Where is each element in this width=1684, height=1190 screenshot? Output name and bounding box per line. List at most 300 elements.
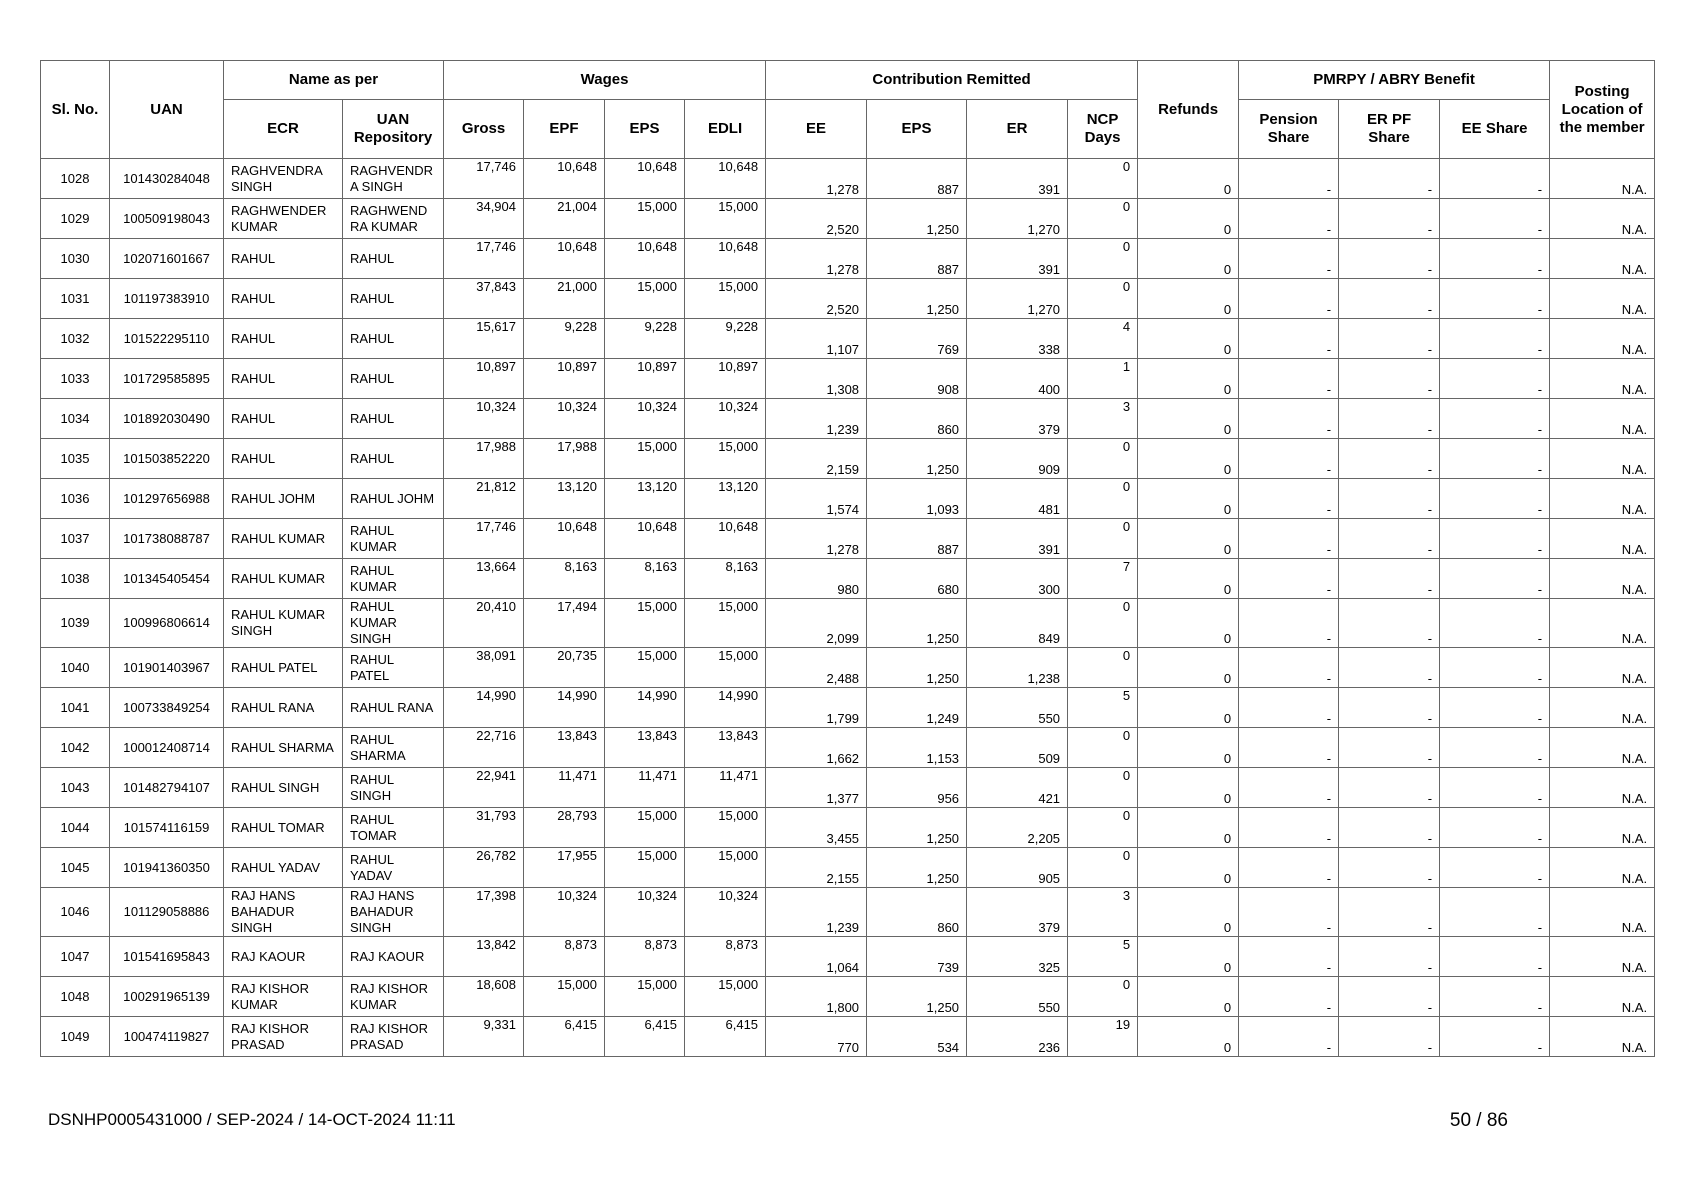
cell-refunds: 0 xyxy=(1138,519,1239,559)
cell-er-pf-share: - xyxy=(1339,648,1440,688)
cell-er-pf-share: - xyxy=(1339,199,1440,239)
cell-eps: 10,648 xyxy=(605,519,685,559)
cell-epf: 10,324 xyxy=(524,399,605,439)
table-row xyxy=(41,559,1655,599)
cell-ee-share: - xyxy=(1440,728,1550,768)
cell-epf: 8,873 xyxy=(524,937,605,977)
cell-pension-share: - xyxy=(1239,239,1339,279)
cell-pension-share: - xyxy=(1239,159,1339,199)
header-posting-location: Posting Location of the member xyxy=(1550,61,1655,159)
cell-er: 236 xyxy=(967,1017,1068,1057)
cell-ee-share: - xyxy=(1440,319,1550,359)
cell-uan-repository-name: RAHUL xyxy=(343,279,444,319)
cell-gross: 10,897 xyxy=(444,359,524,399)
cell-ecr-name: RAHUL xyxy=(224,319,343,359)
cell-edli: 9,228 xyxy=(685,319,766,359)
cell-uan: 100291965139 xyxy=(110,977,224,1017)
cell-er-pf-share: - xyxy=(1339,599,1440,648)
cell-uan-repository-name: RAHUL TOMAR xyxy=(343,808,444,848)
cell-contribution-eps: 887 xyxy=(867,239,967,279)
table-row xyxy=(41,728,1655,768)
cell-refunds: 0 xyxy=(1138,937,1239,977)
cell-er-pf-share: - xyxy=(1339,359,1440,399)
cell-ee: 980 xyxy=(766,559,867,599)
cell-eps: 10,648 xyxy=(605,159,685,199)
cell-uan: 101522295110 xyxy=(110,319,224,359)
cell-epf: 13,843 xyxy=(524,728,605,768)
cell-ncp-days: 5 xyxy=(1068,688,1138,728)
cell-eps: 10,324 xyxy=(605,888,685,937)
cell-ecr-name: RAHUL KUMAR xyxy=(224,519,343,559)
table-row xyxy=(41,399,1655,439)
cell-er-pf-share: - xyxy=(1339,159,1440,199)
cell-posting-location: N.A. xyxy=(1550,359,1655,399)
cell-sl-no: 1049 xyxy=(41,1017,110,1057)
cell-er: 905 xyxy=(967,848,1068,888)
cell-gross: 17,746 xyxy=(444,239,524,279)
cell-refunds: 0 xyxy=(1138,808,1239,848)
cell-ecr-name: RAJ KISHOR KUMAR xyxy=(224,977,343,1017)
cell-er: 1,238 xyxy=(967,648,1068,688)
table-row xyxy=(41,977,1655,1017)
cell-edli: 15,000 xyxy=(685,648,766,688)
cell-uan-repository-name: RAHUL YADAV xyxy=(343,848,444,888)
cell-pension-share: - xyxy=(1239,199,1339,239)
table-row xyxy=(41,519,1655,559)
cell-edli: 15,000 xyxy=(685,977,766,1017)
cell-er-pf-share: - xyxy=(1339,439,1440,479)
cell-gross: 13,664 xyxy=(444,559,524,599)
cell-ecr-name: RAHUL JOHM xyxy=(224,479,343,519)
cell-er: 379 xyxy=(967,888,1068,937)
cell-posting-location: N.A. xyxy=(1550,319,1655,359)
cell-sl-no: 1032 xyxy=(41,319,110,359)
cell-uan: 100733849254 xyxy=(110,688,224,728)
cell-ee-share: - xyxy=(1440,768,1550,808)
cell-gross: 20,410 xyxy=(444,599,524,648)
cell-refunds: 0 xyxy=(1138,728,1239,768)
cell-contribution-eps: 769 xyxy=(867,319,967,359)
cell-er: 1,270 xyxy=(967,199,1068,239)
cell-ee-share: - xyxy=(1440,888,1550,937)
table-row xyxy=(41,359,1655,399)
cell-refunds: 0 xyxy=(1138,888,1239,937)
cell-posting-location: N.A. xyxy=(1550,199,1655,239)
cell-uan-repository-name: RAJ KAOUR xyxy=(343,937,444,977)
cell-uan: 101430284048 xyxy=(110,159,224,199)
cell-ncp-days: 7 xyxy=(1068,559,1138,599)
cell-epf: 10,324 xyxy=(524,888,605,937)
cell-uan: 101738088787 xyxy=(110,519,224,559)
cell-ee: 1,800 xyxy=(766,977,867,1017)
cell-edli: 14,990 xyxy=(685,688,766,728)
cell-ee-share: - xyxy=(1440,559,1550,599)
cell-uan: 102071601667 xyxy=(110,239,224,279)
cell-uan-repository-name: RAHUL PATEL xyxy=(343,648,444,688)
cell-ee: 1,278 xyxy=(766,519,867,559)
cell-epf: 9,228 xyxy=(524,319,605,359)
cell-ee-share: - xyxy=(1440,239,1550,279)
cell-sl-no: 1037 xyxy=(41,519,110,559)
cell-gross: 14,990 xyxy=(444,688,524,728)
cell-pension-share: - xyxy=(1239,808,1339,848)
cell-epf: 20,735 xyxy=(524,648,605,688)
cell-uan-repository-name: RAHUL xyxy=(343,239,444,279)
cell-sl-no: 1034 xyxy=(41,399,110,439)
cell-posting-location: N.A. xyxy=(1550,768,1655,808)
cell-er-pf-share: - xyxy=(1339,937,1440,977)
cell-eps: 10,897 xyxy=(605,359,685,399)
document-reference: DSNHP0005431000 / SEP-2024 / 14-OCT-2024 11:11 xyxy=(48,1110,456,1129)
header-ee-share: EE Share xyxy=(1440,100,1550,159)
cell-er: 391 xyxy=(967,239,1068,279)
cell-edli: 8,163 xyxy=(685,559,766,599)
cell-er: 849 xyxy=(967,599,1068,648)
cell-sl-no: 1048 xyxy=(41,977,110,1017)
cell-pension-share: - xyxy=(1239,977,1339,1017)
cell-ecr-name: RAHUL xyxy=(224,239,343,279)
cell-gross: 18,608 xyxy=(444,977,524,1017)
cell-uan: 101541695843 xyxy=(110,937,224,977)
table-row xyxy=(41,808,1655,848)
cell-sl-no: 1044 xyxy=(41,808,110,848)
table-row xyxy=(41,688,1655,728)
cell-ee: 2,155 xyxy=(766,848,867,888)
cell-er: 400 xyxy=(967,359,1068,399)
cell-refunds: 0 xyxy=(1138,359,1239,399)
table-row xyxy=(41,319,1655,359)
cell-posting-location: N.A. xyxy=(1550,888,1655,937)
cell-ecr-name: RAHUL YADAV xyxy=(224,848,343,888)
cell-refunds: 0 xyxy=(1138,1017,1239,1057)
cell-ecr-name: RAHUL KUMAR xyxy=(224,559,343,599)
cell-er-pf-share: - xyxy=(1339,319,1440,359)
cell-er: 391 xyxy=(967,159,1068,199)
cell-uan: 101574116159 xyxy=(110,808,224,848)
cell-ncp-days: 19 xyxy=(1068,1017,1138,1057)
cell-gross: 15,617 xyxy=(444,319,524,359)
cell-edli: 15,000 xyxy=(685,279,766,319)
cell-refunds: 0 xyxy=(1138,239,1239,279)
cell-refunds: 0 xyxy=(1138,648,1239,688)
cell-eps: 15,000 xyxy=(605,808,685,848)
cell-contribution-eps: 1,250 xyxy=(867,199,967,239)
cell-gross: 26,782 xyxy=(444,848,524,888)
cell-eps: 6,415 xyxy=(605,1017,685,1057)
cell-uan: 100509198043 xyxy=(110,199,224,239)
cell-ee: 1,278 xyxy=(766,159,867,199)
cell-er-pf-share: - xyxy=(1339,808,1440,848)
cell-edli: 15,000 xyxy=(685,808,766,848)
cell-eps: 15,000 xyxy=(605,848,685,888)
cell-sl-no: 1043 xyxy=(41,768,110,808)
header-wages: Wages xyxy=(444,61,766,100)
cell-uan-repository-name: RAHUL KUMAR xyxy=(343,519,444,559)
cell-ee-share: - xyxy=(1440,648,1550,688)
cell-epf: 21,000 xyxy=(524,279,605,319)
cell-gross: 17,988 xyxy=(444,439,524,479)
cell-ee-share: - xyxy=(1440,977,1550,1017)
cell-gross: 21,812 xyxy=(444,479,524,519)
cell-epf: 28,793 xyxy=(524,808,605,848)
cell-ecr-name: RAHUL PATEL xyxy=(224,648,343,688)
table-header xyxy=(41,61,1655,159)
cell-ecr-name: RAHUL xyxy=(224,399,343,439)
cell-ecr-name: RAJ KISHOR PRASAD xyxy=(224,1017,343,1057)
cell-er-pf-share: - xyxy=(1339,239,1440,279)
cell-ee: 1,239 xyxy=(766,399,867,439)
cell-er: 2,205 xyxy=(967,808,1068,848)
cell-epf: 10,648 xyxy=(524,519,605,559)
cell-epf: 14,990 xyxy=(524,688,605,728)
cell-uan-repository-name: RAHUL KUMAR SINGH xyxy=(343,599,444,648)
header-sl-no: Sl. No. xyxy=(41,61,110,159)
cell-sl-no: 1035 xyxy=(41,439,110,479)
cell-uan-repository-name: RAGHVENDR A SINGH xyxy=(343,159,444,199)
cell-gross: 22,941 xyxy=(444,768,524,808)
cell-er-pf-share: - xyxy=(1339,479,1440,519)
cell-ecr-name: RAHUL KUMAR SINGH xyxy=(224,599,343,648)
cell-ee: 3,455 xyxy=(766,808,867,848)
cell-er-pf-share: - xyxy=(1339,888,1440,937)
cell-uan: 100996806614 xyxy=(110,599,224,648)
cell-eps: 15,000 xyxy=(605,439,685,479)
cell-posting-location: N.A. xyxy=(1550,1017,1655,1057)
cell-epf: 17,494 xyxy=(524,599,605,648)
cell-ncp-days: 0 xyxy=(1068,479,1138,519)
cell-gross: 10,324 xyxy=(444,399,524,439)
table-row xyxy=(41,439,1655,479)
header-gross: Gross xyxy=(444,100,524,159)
cell-ee-share: - xyxy=(1440,519,1550,559)
cell-posting-location: N.A. xyxy=(1550,519,1655,559)
cell-er: 1,270 xyxy=(967,279,1068,319)
cell-epf: 11,471 xyxy=(524,768,605,808)
cell-ncp-days: 0 xyxy=(1068,239,1138,279)
cell-sl-no: 1033 xyxy=(41,359,110,399)
cell-epf: 21,004 xyxy=(524,199,605,239)
cell-uan: 101197383910 xyxy=(110,279,224,319)
cell-refunds: 0 xyxy=(1138,199,1239,239)
cell-edli: 15,000 xyxy=(685,599,766,648)
cell-uan-repository-name: RAHUL JOHM xyxy=(343,479,444,519)
cell-eps: 15,000 xyxy=(605,279,685,319)
cell-contribution-eps: 1,250 xyxy=(867,848,967,888)
cell-contribution-eps: 739 xyxy=(867,937,967,977)
cell-posting-location: N.A. xyxy=(1550,159,1655,199)
cell-pension-share: - xyxy=(1239,319,1339,359)
cell-posting-location: N.A. xyxy=(1550,479,1655,519)
cell-posting-location: N.A. xyxy=(1550,439,1655,479)
cell-ecr-name: RAGHWENDER KUMAR xyxy=(224,199,343,239)
cell-ecr-name: RAHUL TOMAR xyxy=(224,808,343,848)
header-eps: EPS xyxy=(605,100,685,159)
cell-ncp-days: 0 xyxy=(1068,199,1138,239)
cell-epf: 6,415 xyxy=(524,1017,605,1057)
cell-uan-repository-name: RAJ KISHOR KUMAR xyxy=(343,977,444,1017)
cell-pension-share: - xyxy=(1239,688,1339,728)
cell-er: 909 xyxy=(967,439,1068,479)
cell-epf: 17,988 xyxy=(524,439,605,479)
cell-eps: 10,648 xyxy=(605,239,685,279)
cell-pension-share: - xyxy=(1239,359,1339,399)
cell-ncp-days: 0 xyxy=(1068,279,1138,319)
cell-ncp-days: 0 xyxy=(1068,768,1138,808)
cell-posting-location: N.A. xyxy=(1550,599,1655,648)
header-er: ER xyxy=(967,100,1068,159)
cell-ee: 1,308 xyxy=(766,359,867,399)
cell-uan: 101892030490 xyxy=(110,399,224,439)
cell-eps: 15,000 xyxy=(605,648,685,688)
cell-ee: 1,574 xyxy=(766,479,867,519)
cell-er: 379 xyxy=(967,399,1068,439)
cell-ncp-days: 4 xyxy=(1068,319,1138,359)
cell-ecr-name: RAHUL RANA xyxy=(224,688,343,728)
cell-refunds: 0 xyxy=(1138,599,1239,648)
cell-contribution-eps: 1,250 xyxy=(867,599,967,648)
cell-contribution-eps: 1,153 xyxy=(867,728,967,768)
cell-epf: 13,120 xyxy=(524,479,605,519)
cell-edli: 15,000 xyxy=(685,848,766,888)
cell-ee: 2,488 xyxy=(766,648,867,688)
cell-uan-repository-name: RAJ KISHOR PRASAD xyxy=(343,1017,444,1057)
cell-pension-share: - xyxy=(1239,848,1339,888)
cell-posting-location: N.A. xyxy=(1550,239,1655,279)
cell-contribution-eps: 1,093 xyxy=(867,479,967,519)
cell-gross: 13,842 xyxy=(444,937,524,977)
cell-contribution-eps: 680 xyxy=(867,559,967,599)
cell-edli: 10,648 xyxy=(685,519,766,559)
cell-ee-share: - xyxy=(1440,937,1550,977)
cell-ee: 2,159 xyxy=(766,439,867,479)
cell-ee-share: - xyxy=(1440,359,1550,399)
cell-ee-share: - xyxy=(1440,199,1550,239)
cell-ncp-days: 0 xyxy=(1068,519,1138,559)
cell-ee-share: - xyxy=(1440,1017,1550,1057)
cell-ncp-days: 3 xyxy=(1068,399,1138,439)
table-row xyxy=(41,479,1655,519)
cell-uan: 101345405454 xyxy=(110,559,224,599)
cell-uan: 100474119827 xyxy=(110,1017,224,1057)
cell-er: 550 xyxy=(967,688,1068,728)
cell-eps: 15,000 xyxy=(605,977,685,1017)
cell-pension-share: - xyxy=(1239,648,1339,688)
cell-edli: 13,120 xyxy=(685,479,766,519)
header-contribution-remitted: Contribution Remitted xyxy=(766,61,1138,100)
cell-uan: 101129058886 xyxy=(110,888,224,937)
table-row xyxy=(41,1017,1655,1057)
cell-er-pf-share: - xyxy=(1339,399,1440,439)
cell-er-pf-share: - xyxy=(1339,519,1440,559)
table-row xyxy=(41,239,1655,279)
cell-er: 300 xyxy=(967,559,1068,599)
cell-er: 325 xyxy=(967,937,1068,977)
header-ncp-days: NCP Days xyxy=(1068,100,1138,159)
cell-contribution-eps: 1,250 xyxy=(867,279,967,319)
cell-posting-location: N.A. xyxy=(1550,848,1655,888)
cell-eps: 14,990 xyxy=(605,688,685,728)
cell-ecr-name: RAHUL SHARMA xyxy=(224,728,343,768)
page-number: 50 / 86 xyxy=(1449,1110,1508,1131)
cell-edli: 11,471 xyxy=(685,768,766,808)
cell-ncp-days: 0 xyxy=(1068,977,1138,1017)
cell-ee: 2,520 xyxy=(766,279,867,319)
cell-ncp-days: 0 xyxy=(1068,648,1138,688)
cell-refunds: 0 xyxy=(1138,439,1239,479)
cell-contribution-eps: 887 xyxy=(867,519,967,559)
cell-gross: 22,716 xyxy=(444,728,524,768)
cell-posting-location: N.A. xyxy=(1550,648,1655,688)
cell-eps: 8,163 xyxy=(605,559,685,599)
cell-ncp-days: 1 xyxy=(1068,359,1138,399)
cell-uan-repository-name: RAHUL xyxy=(343,359,444,399)
cell-gross: 17,398 xyxy=(444,888,524,937)
cell-ncp-days: 3 xyxy=(1068,888,1138,937)
header-pension-share: Pension Share xyxy=(1239,100,1339,159)
cell-er-pf-share: - xyxy=(1339,559,1440,599)
cell-edli: 13,843 xyxy=(685,728,766,768)
cell-uan-repository-name: RAHUL xyxy=(343,439,444,479)
cell-er: 421 xyxy=(967,768,1068,808)
cell-gross: 34,904 xyxy=(444,199,524,239)
cell-er-pf-share: - xyxy=(1339,728,1440,768)
cell-ncp-days: 0 xyxy=(1068,439,1138,479)
cell-contribution-eps: 1,250 xyxy=(867,439,967,479)
cell-ee: 1,239 xyxy=(766,888,867,937)
cell-pension-share: - xyxy=(1239,439,1339,479)
cell-gross: 17,746 xyxy=(444,519,524,559)
cell-refunds: 0 xyxy=(1138,159,1239,199)
cell-eps: 10,324 xyxy=(605,399,685,439)
table-row xyxy=(41,848,1655,888)
cell-uan-repository-name: RAHUL SHARMA xyxy=(343,728,444,768)
table-row xyxy=(41,159,1655,199)
cell-er-pf-share: - xyxy=(1339,1017,1440,1057)
cell-er-pf-share: - xyxy=(1339,279,1440,319)
header-ee: EE xyxy=(766,100,867,159)
cell-edli: 10,648 xyxy=(685,159,766,199)
cell-ee-share: - xyxy=(1440,599,1550,648)
cell-ncp-days: 0 xyxy=(1068,728,1138,768)
table-row xyxy=(41,888,1655,937)
cell-eps: 9,228 xyxy=(605,319,685,359)
cell-contribution-eps: 956 xyxy=(867,768,967,808)
cell-refunds: 0 xyxy=(1138,977,1239,1017)
cell-pension-share: - xyxy=(1239,559,1339,599)
cell-ee: 1,278 xyxy=(766,239,867,279)
header-edli: EDLI xyxy=(685,100,766,159)
cell-uan: 101729585895 xyxy=(110,359,224,399)
cell-edli: 6,415 xyxy=(685,1017,766,1057)
cell-edli: 8,873 xyxy=(685,937,766,977)
header-contribution-eps: EPS xyxy=(867,100,967,159)
cell-pension-share: - xyxy=(1239,1017,1339,1057)
cell-refunds: 0 xyxy=(1138,319,1239,359)
cell-contribution-eps: 1,250 xyxy=(867,977,967,1017)
cell-pension-share: - xyxy=(1239,279,1339,319)
cell-ee-share: - xyxy=(1440,848,1550,888)
cell-ee-share: - xyxy=(1440,159,1550,199)
cell-eps: 15,000 xyxy=(605,199,685,239)
cell-epf: 10,897 xyxy=(524,359,605,399)
cell-pension-share: - xyxy=(1239,888,1339,937)
cell-edli: 15,000 xyxy=(685,199,766,239)
cell-ee: 1,107 xyxy=(766,319,867,359)
cell-contribution-eps: 908 xyxy=(867,359,967,399)
cell-refunds: 0 xyxy=(1138,559,1239,599)
cell-eps: 13,843 xyxy=(605,728,685,768)
cell-eps: 13,120 xyxy=(605,479,685,519)
